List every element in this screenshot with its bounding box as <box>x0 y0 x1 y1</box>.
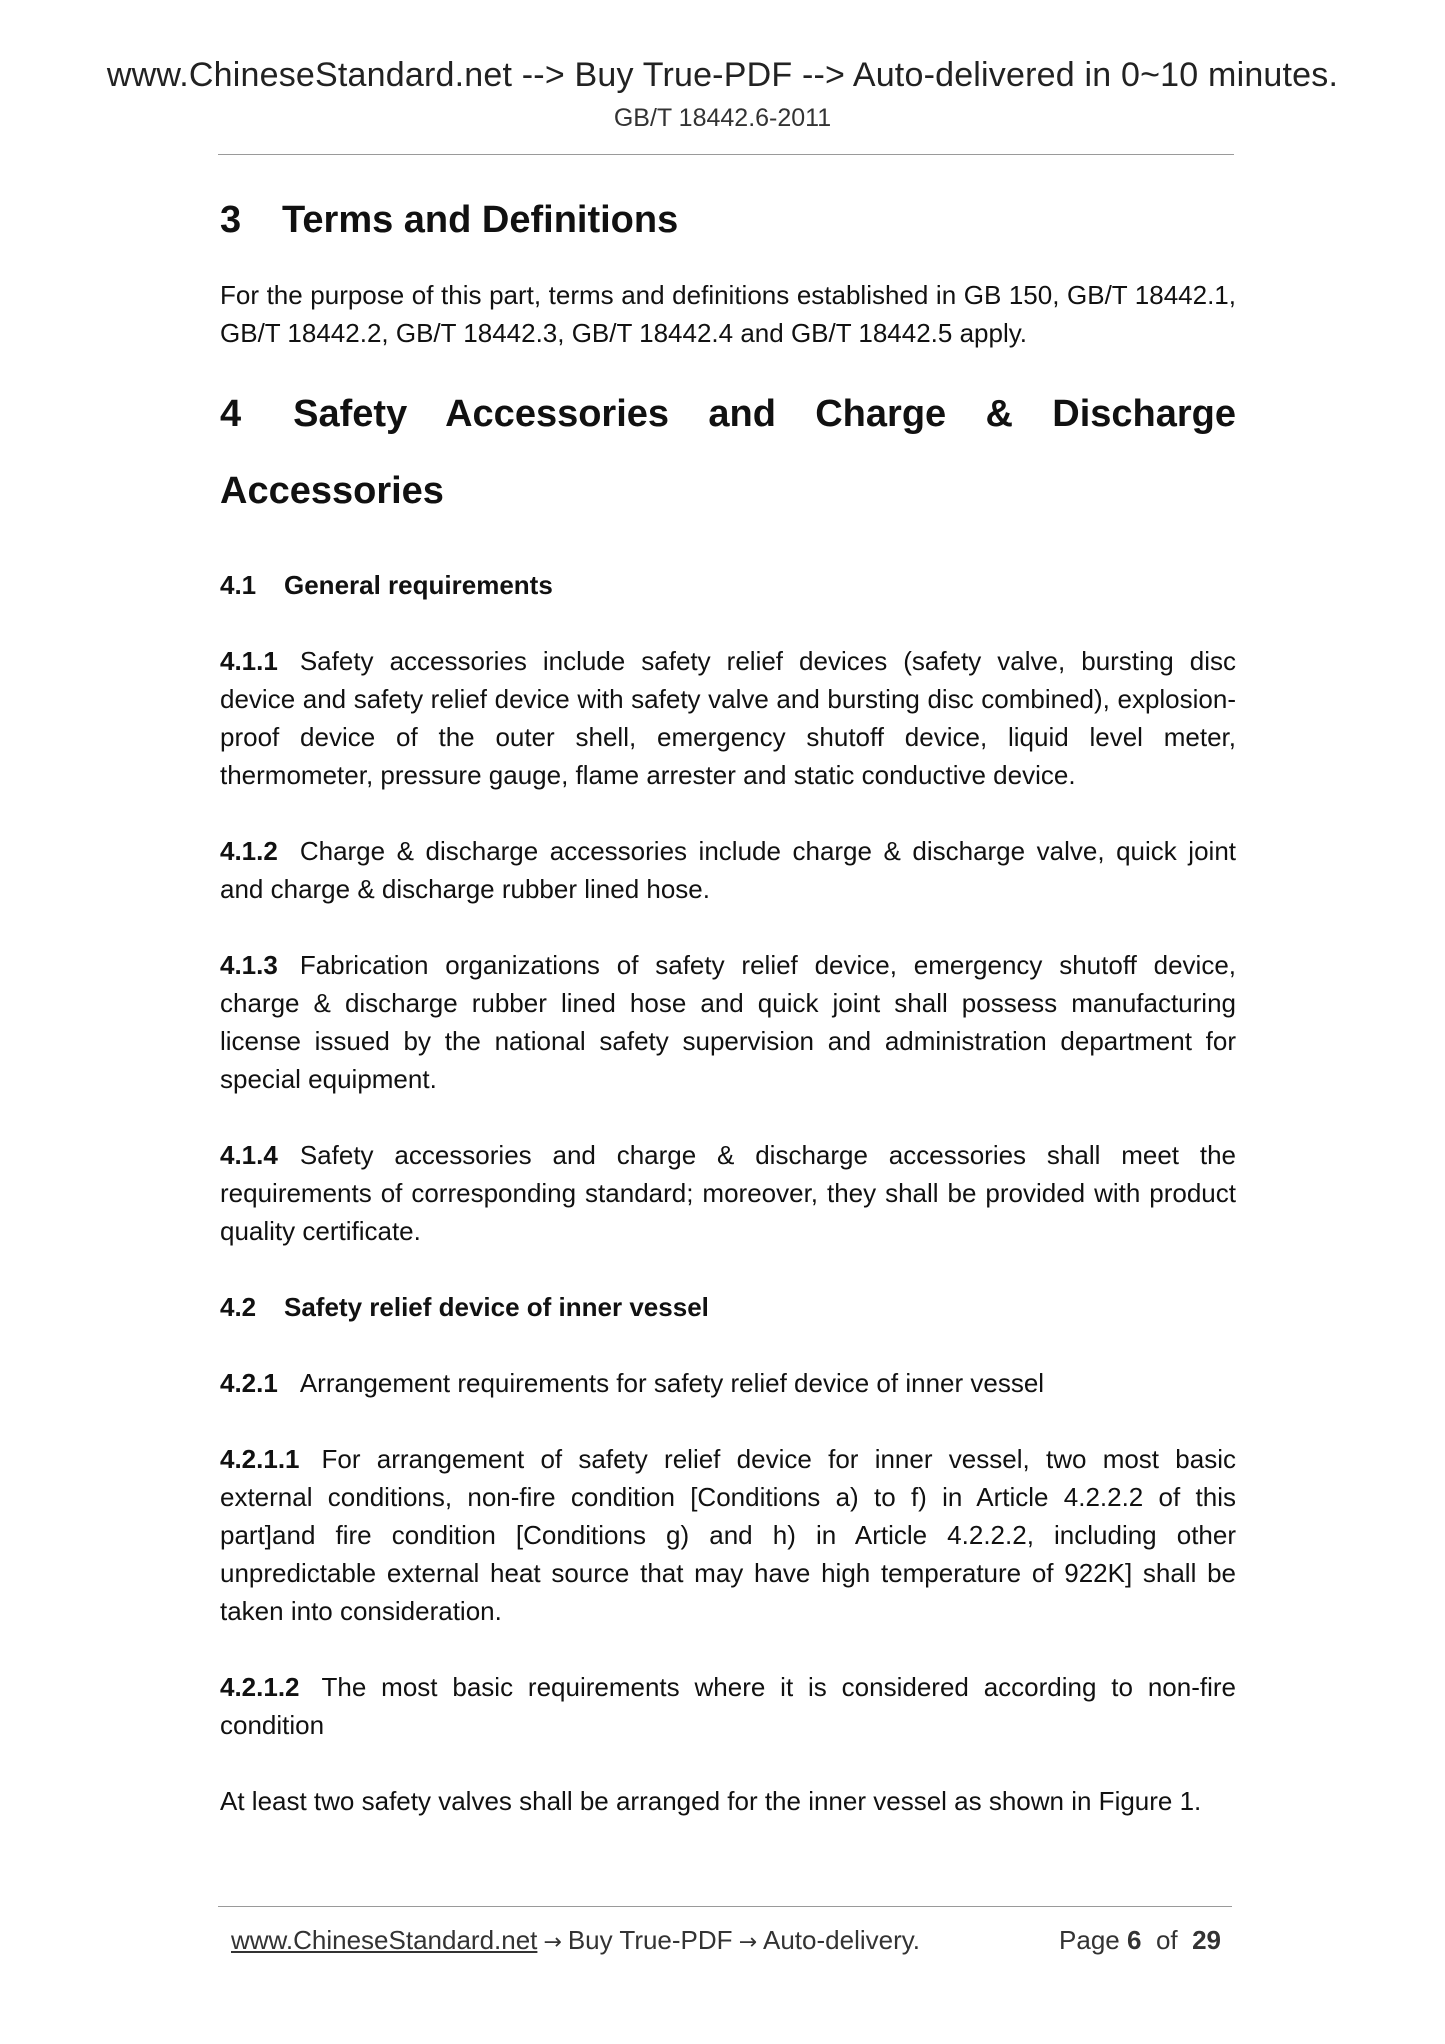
clause-number: 4.1.4 <box>220 1140 278 1170</box>
section-title: Terms and Definitions <box>282 199 679 241</box>
clause-4-2-1-1 <box>220 1440 1236 1630</box>
clause-number: 4.2.1.2 <box>220 1672 300 1702</box>
clause-number: 4.1.2 <box>220 836 278 866</box>
subsection-number: 4.1 <box>220 570 257 600</box>
buy-text: Buy True-PDF <box>567 1925 733 1955</box>
clause-4-1-2 <box>220 832 1236 908</box>
footer-divider <box>218 1906 1232 1907</box>
arrow-right-icon: → <box>738 1930 757 1955</box>
section-title: Safety Accessories and Charge & Discharge Accessories <box>220 393 1236 512</box>
section-4-heading <box>220 376 1236 530</box>
clause-4-2-1 <box>220 1364 1236 1402</box>
section-3-heading <box>220 190 1236 250</box>
clause-text: Fabrication organizations of safety relief device, emergency shutoff device, charge & discharge rubber lined hose and quick joint shall possess manufacturing license issued by the national safety supervision and administration department for special equipment. <box>220 950 1236 1094</box>
clause-text: The most basic requirements where it is considered according to non-fire condition <box>220 1672 1236 1740</box>
page-total: 29 <box>1192 1925 1221 1955</box>
clause-text: For arrangement of safety relief device for inner vessel, two most basic external conditions, non-fire condition [Conditions a) to f) in Article 4.2.2.2 of this part]and fire condition [Conditions g) and h) in Article 4.2.2.2, including other unpredictable external heat source that may have high temperature of 922K] shall be taken into consideration. <box>220 1444 1236 1626</box>
clause-4-1-4 <box>220 1136 1236 1250</box>
subsection-4-2-heading <box>220 1288 1236 1326</box>
clause-number: 4.2.1.1 <box>220 1444 300 1474</box>
page-label: Page <box>1059 1925 1120 1955</box>
section-number: 4 <box>220 393 242 435</box>
clause-number: 4.1.3 <box>220 950 278 980</box>
section-3-body: For the purpose of this part, terms and definitions established in GB 150, GB/T 18442.1, GB/T 18442.2, GB/T 18442.3, GB/T 18442.4 and GB/T 18442.5 apply. <box>220 280 1236 348</box>
subsection-number: 4.2 <box>220 1292 257 1322</box>
header-divider <box>218 154 1234 155</box>
page-indicator <box>1059 1920 1221 1960</box>
clause-4-1-3 <box>220 946 1236 1098</box>
header-banner: www.ChineseStandard.net --> Buy True-PDF --> Auto-delivered in 0~10 minutes. <box>106 56 1339 94</box>
clause-number: 4.2.1 <box>220 1368 278 1398</box>
clause-4-1-1 <box>220 642 1236 794</box>
clause-4-2-1-2 <box>220 1668 1236 1744</box>
subsection-4-1-heading <box>220 566 1236 604</box>
page-number: 6 <box>1127 1925 1142 1955</box>
clause-number: 4.1.1 <box>220 646 278 676</box>
clause-text: Arrangement requirements for safety relief device of inner vessel <box>299 1368 1045 1398</box>
delivery-text: Auto-delivery. <box>763 1925 921 1955</box>
subsection-title: General requirements <box>284 570 553 600</box>
clause-text: Safety accessories and charge & discharge accessories shall meet the requirements of corresponding standard; moreover, they shall be provided with product quality certificate. <box>220 1140 1236 1246</box>
page-of-label: of <box>1155 1925 1178 1955</box>
standard-code: GB/T 18442.6-2011 <box>613 104 832 132</box>
clause-text: Charge & discharge accessories include charge & discharge valve, quick joint and charge & discharge rubber lined hose. <box>220 836 1236 904</box>
clause-text: Safety accessories include safety relief devices (safety valve, bursting disc device and safety relief device with safety valve and bursting disc combined), explosion-proof device of the outer shell, emergency shutoff device, liquid level meter, thermometer, pressure gauge, flame arrester and static conductive device. <box>220 646 1236 790</box>
document-body <box>220 190 1236 1820</box>
section-number: 3 <box>220 199 242 241</box>
page-footer <box>231 1920 1221 1963</box>
site-link[interactable]: www.ChineseStandard.net <box>231 1925 538 1955</box>
subsection-title: Safety relief device of inner vessel <box>284 1292 709 1322</box>
figure-reference-paragraph: At least two safety valves shall be arranged for the inner vessel as shown in Figure 1. <box>220 1786 1202 1816</box>
arrow-right-icon: → <box>543 1930 562 1955</box>
